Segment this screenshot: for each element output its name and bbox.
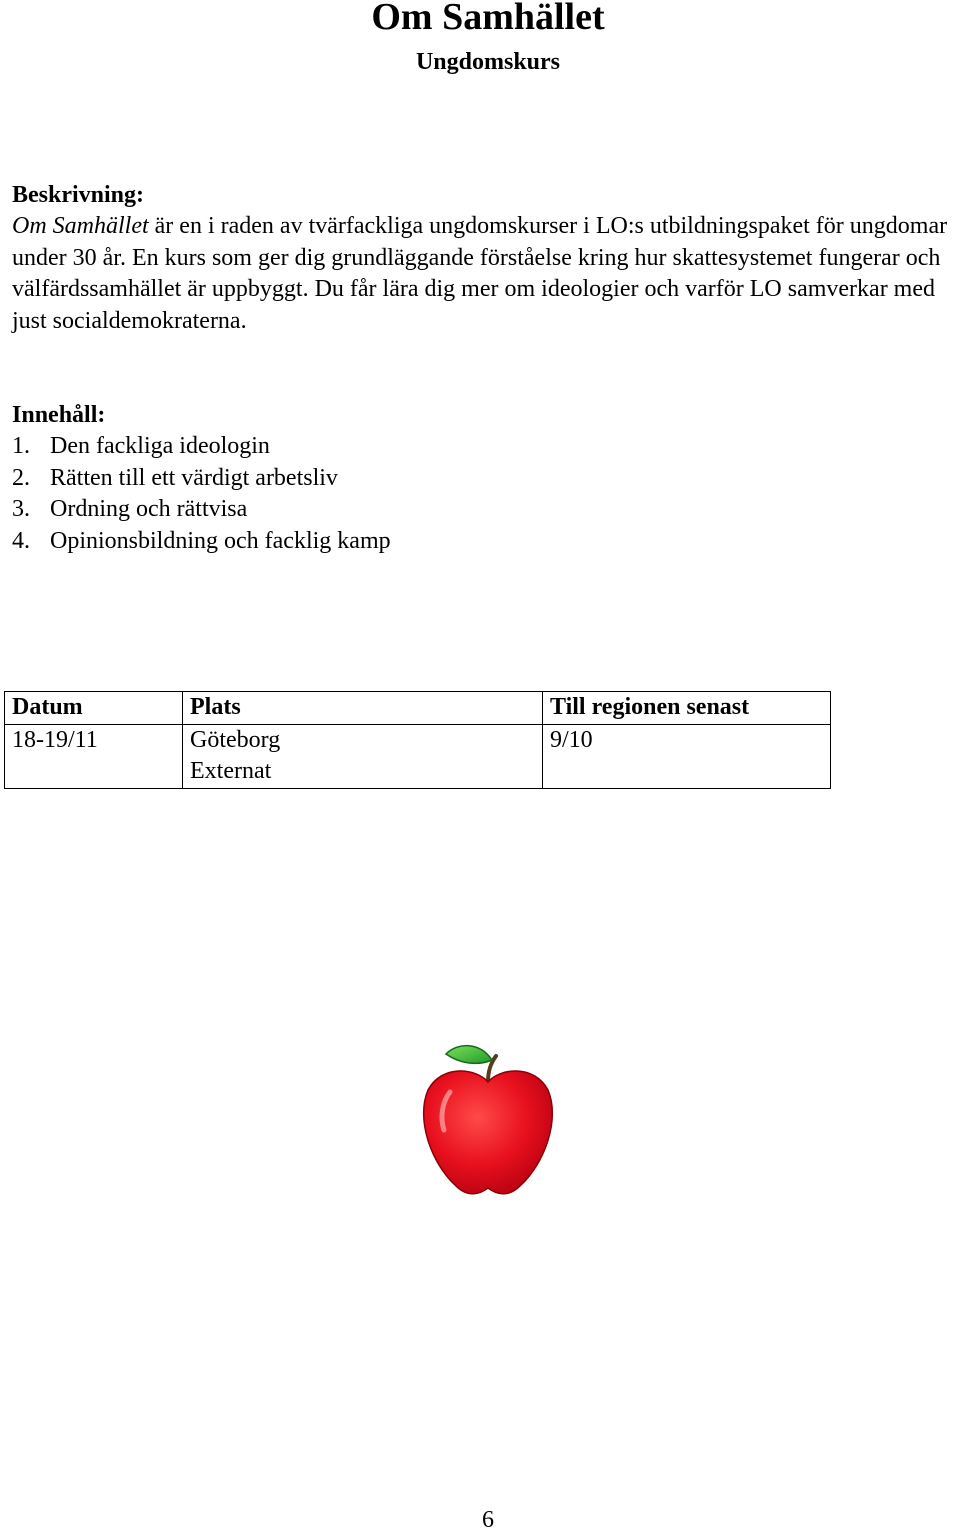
list-item-text: Rätten till ett värdigt arbetsliv: [50, 464, 338, 491]
list-item: [12, 494, 391, 526]
list-item: [12, 431, 391, 463]
cell-place-city: Göteborg: [190, 726, 281, 753]
page-number: 6: [482, 1507, 494, 1533]
cell-place: [183, 724, 543, 788]
apple-icon: [420, 1038, 556, 1198]
table-header-row: [5, 692, 831, 725]
cell-place-note: Externat: [190, 758, 272, 784]
list-item-text: Ordning och rättvisa: [50, 496, 248, 522]
content-list: [12, 431, 391, 557]
course-name: Om Samhället: [12, 213, 149, 239]
list-item-number: 2.: [12, 464, 30, 491]
list-item: [12, 463, 391, 495]
content-heading: Innehåll:: [12, 402, 106, 428]
cell-deadline: 9/10: [543, 724, 831, 788]
list-item-text: Den fackliga ideologin: [50, 433, 270, 459]
list-item-number: 4.: [12, 527, 30, 554]
table-row: [5, 724, 831, 788]
apple-body: [424, 1071, 553, 1194]
description-heading: Beskrivning:: [12, 182, 145, 208]
column-header-deadline: Till regionen senast: [543, 692, 831, 725]
page-subtitle: Ungdomskurs: [415, 49, 561, 75]
description-body: är en i raden av tvärfackliga ungdomskurser i LO:s utbildningspaket för ungdomar under 30 år. En kurs som ger dig grundläggande förståelse kring hur skattesystemet fungerar och välfärdssamhället är uppbyggt. Du får lära dig mer om ideologier och varför LO samverkar med just socialdemokraterna.: [12, 213, 948, 334]
list-item-number: 3.: [12, 496, 30, 522]
apple-leaf: [446, 1046, 492, 1064]
list-item-number: 1.: [12, 433, 30, 459]
column-header-place: Plats: [183, 692, 543, 725]
column-header-date: Datum: [5, 692, 183, 725]
list-item: [12, 526, 391, 558]
description-text: [12, 211, 958, 337]
schedule-table: [4, 691, 831, 789]
list-item-text: Opinionsbildning och facklig kamp: [50, 527, 391, 554]
page-title: Om Samhället: [371, 0, 605, 38]
cell-date: 18-19/11: [5, 724, 183, 788]
